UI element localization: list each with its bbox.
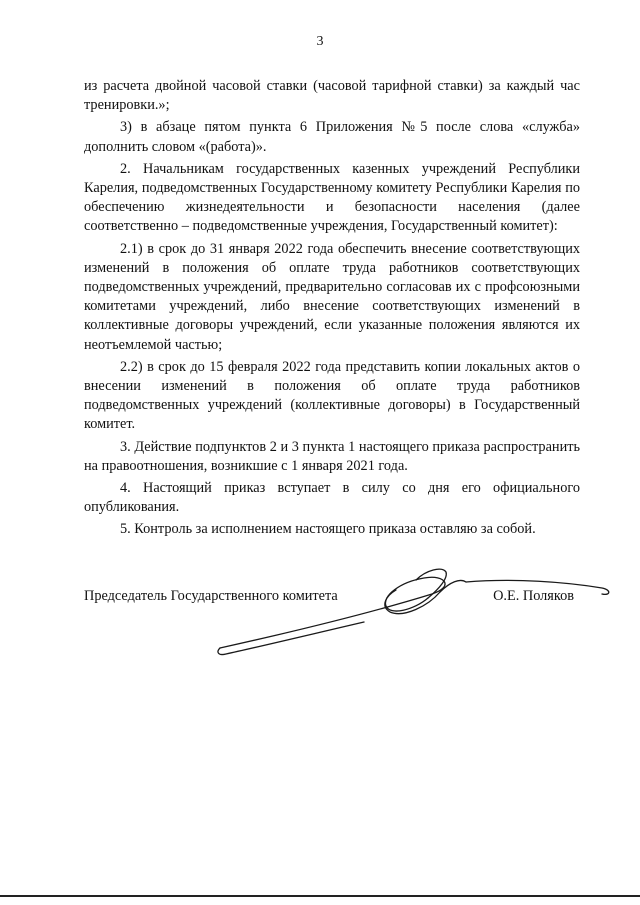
- paragraph-item-2-2: 2.2) в срок до 15 февраля 2022 года представить копии локальных актов о внесении изменений в положения об оплате труда работников подведомственных учреждений (коллективные договоры) в Государственный комитет.: [84, 358, 580, 433]
- bottom-border-line: [0, 895, 640, 897]
- paragraph-point-5: 5. Контроль за исполнением настоящего приказа оставляю за собой.: [120, 521, 536, 538]
- page-number: 3: [316, 34, 324, 49]
- paragraph-point-4: 4. Настоящий приказ вступает в силу со дня его официального опубликования.: [84, 480, 580, 516]
- signer-title: Председатель Государственного комитета: [84, 588, 338, 604]
- signer-name: О.Е. Поляков: [493, 588, 574, 604]
- paragraph-point-2: 2. Начальникам государственных казенных учреждений Республики Карелия, подведомственных Государственному комитету Республики Карелия по обеспечению жизнедеятельности и безопасности населения (далее соответственно – подведомственные учреждения, Государственный комитет):: [84, 160, 580, 235]
- paragraph-item-3: 3) в абзаце пятом пункта 6 Приложения №5 после слова «служба» дополнить словом «(работа)».: [84, 119, 580, 155]
- document-body: [84, 77, 580, 540]
- paragraph-continuation: из расчета двойной часовой ставки (часовой тарифной ставки) за каждый час тренировки.»;: [84, 78, 580, 114]
- handwritten-signature: [214, 560, 614, 660]
- paragraph-item-2-1: 2.1) в срок до 31 января 2022 года обеспечить внесение соответствующих изменений в положения об оплате труда работников соответствующих подведомственных учреждений, предварительно согласовав их с профсоюзными комитетами учреждений, либо внесение соответствующих изменений в коллективные договоры учреждений, если указанные положения являются их неотъемлемой частью;: [84, 240, 580, 353]
- paragraph-point-3: 3. Действие подпунктов 2 и 3 пункта 1 настоящего приказа распространить на правоотношения, возникшие с 1 января 2021 года.: [84, 438, 580, 474]
